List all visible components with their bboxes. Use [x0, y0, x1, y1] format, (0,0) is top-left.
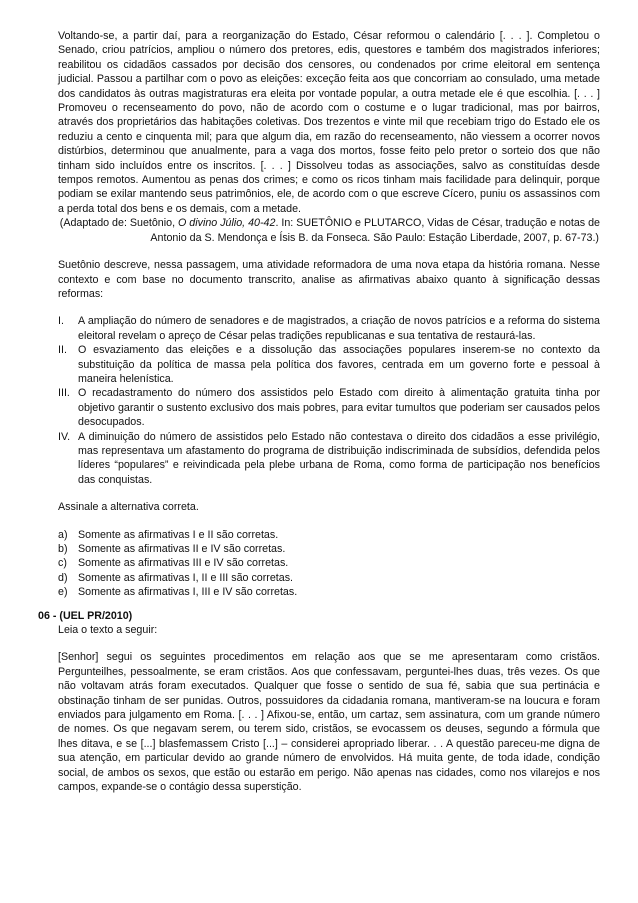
alternative-item	[58, 556, 600, 570]
statement-text: O esvaziamento das eleições e a dissolução das associações populares inserem-se no contexto da substituição da política de massa pela política dos favores, centrada em um governo forte e pessoal à maneira helenística.	[78, 344, 600, 385]
statement-text: A ampliação do número de senadores e de magistrados, a criação de novos patrícios e a reforma do sistema eleitoral revelam o apreço de César pelas tradições republicanas e sua tentativa de restaurá-las.	[78, 315, 600, 342]
alternative-item	[58, 542, 600, 556]
alternative-letter: a)	[58, 528, 68, 541]
spacer	[58, 637, 600, 650]
alternative-item	[58, 585, 600, 599]
statement-number: III.	[58, 387, 70, 400]
citation-prefix: (Adaptado de: Suetônio,	[59, 217, 179, 230]
spacer	[58, 301, 600, 314]
source-citation	[58, 216, 600, 230]
spacer	[58, 245, 600, 258]
source-citation-line2: Antonio da S. Mendonça e Ísis B. da Fonseca. São Paulo: Estação Liberdade, 2007, p. 67-73.)	[150, 231, 599, 244]
statement-text: A diminuição do número de assistidos pelo Estado não contestava o direito dos cidadãos a esse privilégio, mas representava um afastamento do programa de distribuição indiscriminada de subsídios, defendida pelos líderes “populares” e reivindicada pela plebe urbana de Roma, como forma de participação nos benefícios das conquistas.	[78, 430, 600, 486]
source-text: Voltando-se, a partir daí, para a reorganização do Estado, César reformou o calendário [. . . ]. Completou o Senado, criou patrícios, ampliou o número dos pretores, edis, questores e também dos magistrados inferiores; reabilitou os cidadãos cassados por decisão dos censores, ou condenados por crime eleitoral em sentença judicial. Passou a partilhar com o povo as eleições: exceção feita aos que concorriam ao consulado, uma metade dos candidatos às outras magistraturas era eleita por vontade popular, a outra metade ele é que escolhia. [. . . ] Promoveu o recenseamento do povo, não de acordo com o costume e o lugar tradicional, mas por bairros, através dos proprietários das habitações coletivas. Dos trezentos e vinte mil que recebiam trigo do Estado ele os reduziu a cento e cinquenta mil; para que algum dia, em razão do recenseamento, não viessem a ocorrer novos distúrbios, determinou que anualmente, para a vaga dos mortos, fosse feito pelo pretor o sorteio dos que não tinham sido incluídos entre os inscritos. [. . . ] Dissolveu todas as associações, salvo as constituídas desde tempos remotos. Aumentou as penas dos crimes; e como os ricos tinham mais facilidade para delinquir, porque podiam se exilar mantendo seus patrimônios, ele, de acordo com o que escreve Cícero, puniu os assassinos com a perda total dos bens e os demais, com a metade.	[58, 30, 600, 215]
statements-list	[58, 314, 600, 487]
alternative-item	[58, 571, 600, 585]
instruction: Assinale a alternativa correta.	[58, 501, 199, 514]
statement-item	[58, 386, 600, 429]
alternative-text: Somente as afirmativas I e II são corretas.	[78, 528, 279, 541]
alternative-text: Somente as afirmativas I, III e IV são corretas.	[78, 586, 298, 599]
statement-number: IV.	[58, 430, 71, 443]
alternative-text: Somente as afirmativas I, II e III são corretas.	[78, 571, 294, 584]
question-06-text: [Senhor] segui os seguintes procedimentos em relação aos que se me apresentaram como cristãos. Pergunteilhes, pessoalmente, se eram cristãos. Aos que confessavam, perguntei-lhes duas, três vezes. Os que não voltavam atrás foram executados. Qualquer que fosse o sentido de sua fé, sabia que sua pertinácia e obstinação tinham de ser punidas. Outros, possuidores da cidadania romana, mantiveram-se na loucura e foram enviados para julgamento em Roma. [. . . ] Afixou-se, então, um cartaz, sem assinatura, com um grande número de nomes. Os que negavam serem, ou terem sido, cristãos, se evocassem os deuses, segundo a fórmula que lhes ditava, e se [...] blasfemassem Cristo [...] – considerei apropriado liberar. . . A questão pareceu-me digna de sua atenção, em particular devido ao grande número de envolvidos. Há muita gente, de toda idade, condição social, de ambos os sexos, que estão ou estarão em perigo. Não apenas nas cidades, como nos vilarejos e nos campos, expande-se o contágio dessa superstição.	[58, 651, 600, 794]
alternative-letter: d)	[58, 571, 68, 584]
statement-number: I.	[58, 315, 64, 328]
question-prompt: Suetônio descreve, nessa passagem, uma atividade reformadora de uma nova etapa da história romana. Nesse contexto e com base no documento transcrito, analise as afirmativas abaixo quanto à significação dessas reformas:	[58, 259, 600, 300]
alternative-letter: b)	[58, 543, 68, 555]
statement-item	[58, 314, 600, 343]
alternatives-list	[58, 528, 600, 600]
statement-number: II.	[58, 344, 67, 357]
alternative-letter: e)	[58, 586, 68, 599]
statement-item	[58, 430, 600, 488]
citation-rest: . In: SUETÔNIO e PLUTARCO, Vidas de César, tradução e notas de	[275, 217, 600, 230]
question-06-intro: Leia o texto a seguir:	[58, 624, 158, 637]
statement-text: O recadastramento do número dos assistidos pelo Estado com direito à alimentação gratuita tinha por objetivo garantir o sustento exclusivo dos mais pobres, para evitar tumultos que poderiam ser causados pelos desocupados.	[78, 387, 600, 429]
alternative-item	[58, 528, 600, 542]
spacer	[58, 487, 600, 500]
spacer	[38, 600, 600, 609]
alternative-text: Somente as afirmativas III e IV são corretas.	[78, 557, 289, 570]
alternative-letter: c)	[58, 557, 67, 570]
question-06-body	[58, 623, 600, 794]
statement-item	[58, 343, 600, 386]
alternative-text: Somente as afirmativas II e IV são corretas.	[78, 543, 286, 555]
citation-title: O divino Júlio, 40-42	[178, 217, 276, 230]
question-05-body	[58, 29, 600, 600]
question-06-header: 06 - (UEL PR/2010)	[38, 609, 133, 622]
spacer	[58, 515, 600, 528]
